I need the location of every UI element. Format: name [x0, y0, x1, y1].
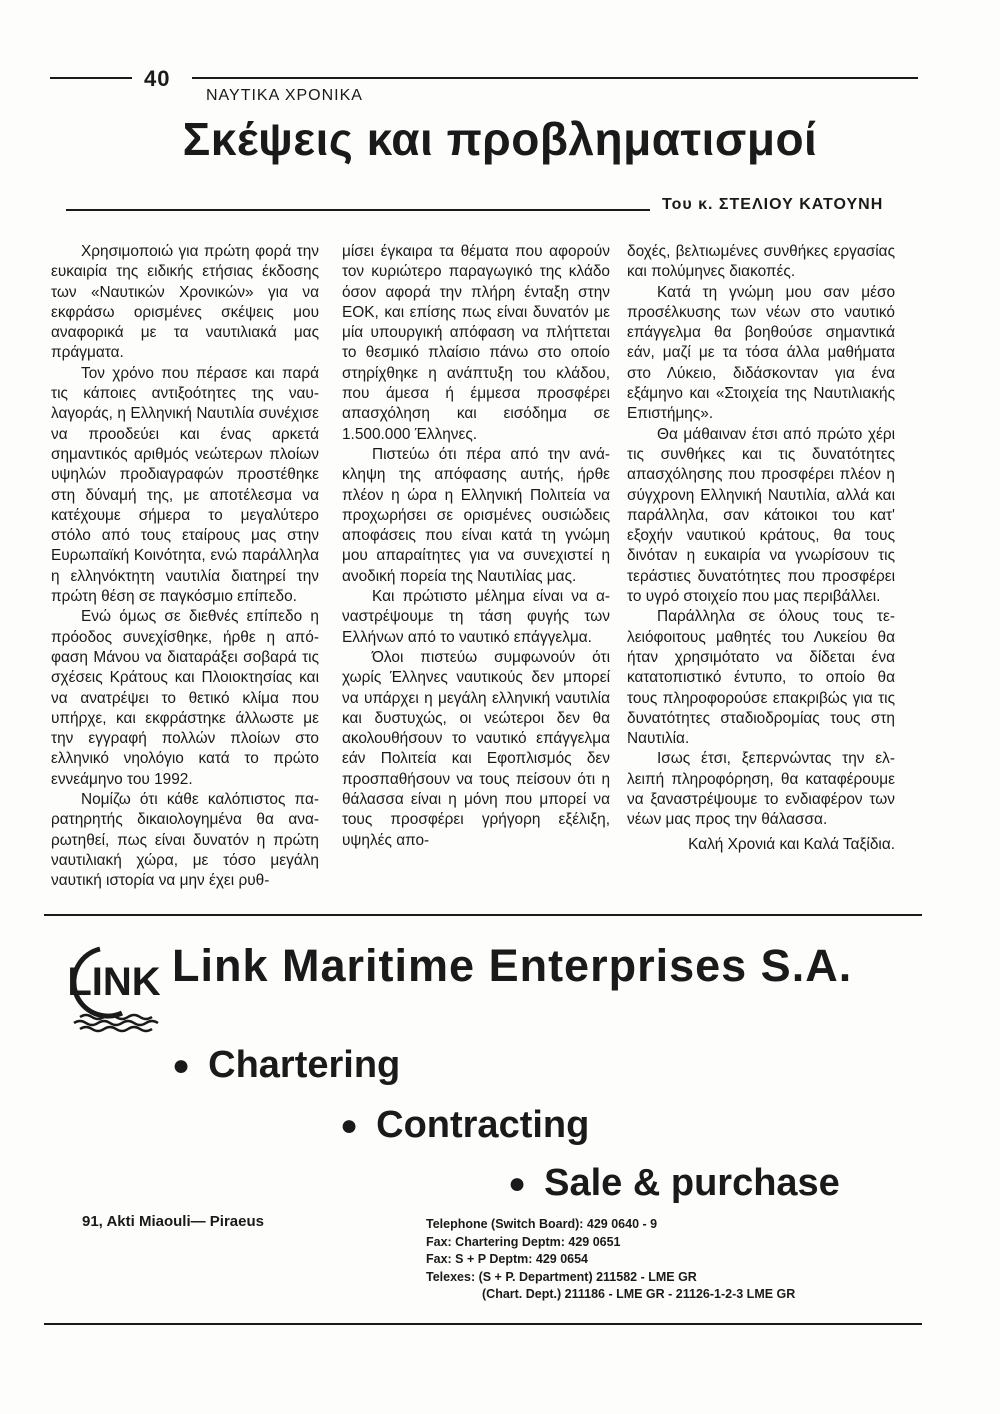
- paragraph: Τον χρόνο που πέρασε και παρά τις κάποιες αντιξοότητες της ναυλαγοράς, η Ελληνική Ναυτιλία συνέχισε να προοδεύει και ένας αρκετά σημαντικός αριθμός νεώτερων πλοίων υψηλών προδιαγραφών προστέθηκε στη δύναμή της, με αποτέλεσμα να κατέχουμε σήμερα το μεγαλύτερο στόλο από τους εταίρους μας στην Ευρωπαϊκή Κοινότητα, ενώ παράλληλα η ελληνόκτητη ναυτιλία διατηρεί την πρώτη θέση σε παγκόσμιο επίπεδο.: [51, 364, 319, 606]
- ad-top-rule: [44, 914, 922, 916]
- contact-line: (Chart. Dept.) 211186 - LME GR - 21126-1-2-3 LME GR: [482, 1287, 796, 1302]
- byline-rule: [66, 209, 650, 211]
- paragraph: Πιστεύω ότι πέρα από την ανάκληψη της απόφασης αυτής, ήρθε πλέον η ώρα η Ελληνική Πολιτεία να προχωρήσει σε ορισμένες ουσιώδεις αποφάσεις που είναι κατά τη γνώμη μου απαραίτητες για να συνεχιστεί η ανοδική πορεία της Ναυτιλίας μας.: [342, 445, 610, 585]
- header-rule-right: [192, 77, 918, 79]
- paragraph: Και πρώτιστο μέλημα είναι να αναστρέψουμε τη τάση φυγής των Ελλήνων από το ναυτικό επάγγελμα.: [342, 588, 610, 646]
- bullet-icon: ●: [340, 1108, 359, 1142]
- service-item: [340, 1104, 589, 1147]
- contact-line: Fax: Chartering Deptm: 429 0651: [426, 1234, 621, 1249]
- paragraph: Θα μάθαιναν έτσι από πρώτο χέρι τις συνθήκες και τις δυνατότητες απασχόλησης που προσφέρει πλέον η σύγχρονη Ελληνική Ναυτιλία, αλλά και παράλληλα, σαν κάτοικοι του κατ' εξοχήν ναυτικού κράτους, θα τους δινόταν η ευκαιρία να γνωρίσουν τις τεράστιες δυνατότητες που προσφέρει το υγρό στοιχείο που μας περιβάλλει.: [627, 425, 895, 606]
- service-item: [508, 1162, 840, 1205]
- ad-bottom-rule: [44, 1323, 922, 1325]
- company-address: 91, Akti Miaouli— Piraeus: [82, 1213, 264, 1230]
- paragraph: Νομίζω ότι κάθε καλόπιστος παρατηρητής δικαιολογημένα θα αναρωτηθεί, πως είναι δυνατόν η πρώτη ναυτιλιακή χώρα, με τόσο μεγάλη ναυτική ιστορία να μην έχει ρυθ-: [51, 791, 319, 890]
- logo-wave: [80, 1015, 152, 1019]
- service-label: Contracting: [376, 1104, 590, 1146]
- header-rule-left: [50, 77, 132, 79]
- company-logo: [62, 935, 172, 1035]
- logo-lettering: LINK: [67, 960, 161, 1004]
- paragraph: Ισως έτσι, ξεπερνώντας την ελλειπή πληροφόρηση, θα καταφέρουμε να ξαναστρέψουμε το ενδιαφέρον των νέων μας προς την θάλασσα.: [627, 750, 895, 829]
- service-label: Chartering: [208, 1044, 401, 1086]
- paragraph: μίσει έγκαιρα τα θέματα που αφορούν τον κυριώτερο παραγωγικό της κλάδο όσον αφορά την πλήρη ένταξη στην ΕΟΚ, και επίσης πως είναι δυνατόν με μία υπουργική απόφαση να πλήττεται το θεσμικό πλαίσιο πάνω στο οποίο στηρίχθηκε η ανάπτυξη του κλάδου, που άμεσα ή έμμεσα προσφέρει απασχόληση και εισόδημα σε 1.500.000 Έλληνες.: [342, 243, 610, 443]
- service-item: [172, 1044, 400, 1087]
- article-byline: Του κ. ΣΤΕΛΙΟΥ ΚΑΤΟΥΝΗ: [662, 196, 884, 213]
- page-number: 40: [144, 66, 171, 91]
- contact-line: Fax: S + P Deptm: 429 0654: [426, 1252, 589, 1267]
- article-column-2: [342, 242, 610, 851]
- article-title: Σκέψεις και προβληματισμοί: [182, 113, 818, 165]
- paragraph: Κατά τη γνώμη μου σαν μέσο προσέλκυσης των νέων στο ναυτικό επάγγελμα θα βοηθούσε σημαντικά εάν, μαζί με τα τόσα άλλα μαθήματα στο Λύκειο, διδάσκονταν για ένα εξάμηνο και «Στοιχεία της Ναυτιλιακής Επιστήμης».: [627, 283, 895, 423]
- bullet-icon: ●: [172, 1048, 191, 1082]
- logo-wave: [74, 1021, 158, 1025]
- closing-greeting: Καλή Χρονιά και Καλά Ταξίδια.: [688, 835, 895, 853]
- logo-wave: [80, 1027, 152, 1031]
- contact-line: Telexes: (S + P. Department) 211582 - LME GR: [426, 1269, 697, 1284]
- contact-line: Telephone (Switch Board): 429 0640 - 9: [426, 1217, 658, 1231]
- service-label: Sale & purchase: [544, 1162, 840, 1204]
- magazine-name: ΝΑΥΤΙΚΑ ΧΡΟΝΙΚΑ: [206, 87, 363, 104]
- bullet-icon: ●: [508, 1166, 527, 1200]
- paragraph: δοχές, βελτιωμένες συνθήκες εργασίας και πολύμηνες διακοπές.: [627, 243, 895, 281]
- paragraph: Παράλληλα σε όλους τους τελειόφοιτους μαθητές του Λυκείου θα ήταν χρησιμότατο να δίδεται ένα κατατοπιστικό έντυπο, το οποίο θα τους πληροφορούσε επακριβώς για τις δυνατότητες σταδιοδρομίας τους στη Ναυτιλία.: [627, 608, 895, 748]
- paragraph: Όλοι πιστεύω συμφωνούν ότι χωρίς Έλληνες ναυτικούς δεν μπορεί να υπάρχει η μεγάλη ελληνική ναυτιλία και δυστυχώς, οι νεώτεροι δεν θα ακολουθήσουν το ναυτικό επάγγελμα εάν Πολιτεία και Εφοπλισμός δεν προσπαθήσουν να τους πείσουν ότι η θάλασσα είναι η μόνη που μπορεί να τους προσφέρει γρήγορη εξέλιξη, υψηλές απο-: [342, 648, 610, 849]
- company-name: Link Maritime Enterprises S.A.: [172, 940, 853, 991]
- article-column-3: [627, 242, 895, 855]
- article-column-1: [51, 242, 319, 892]
- contact-details: [426, 1216, 795, 1304]
- paragraph: Ενώ όμως σε διεθνές επίπεδο η πρόοδος συνεχίσθηκε, ήρθε η απόφαση Μάνου να διαταράξει σοβαρά τις σχέσεις Κράτους και Πλοιοκτησίας και να ανατρέψει το θετικό κλίμα που υπήρχε, και εκφράστηκε άλλωστε με την εγγραφή πολλών πλοίων στο ελληνικό νηολόγιο κατά το πρώτο εννεάμηνο του 1992.: [51, 608, 319, 788]
- paragraph: Χρησιμοποιώ για πρώτη φορά την ευκαιρία της ειδικής ετήσιας έκδοσης των «Ναυτικών Χρονικών» για να εκφράσω ορισμένες σκέψεις μου αναφορικά με τα ναυτιλιακά μας πράγματα.: [51, 243, 319, 362]
